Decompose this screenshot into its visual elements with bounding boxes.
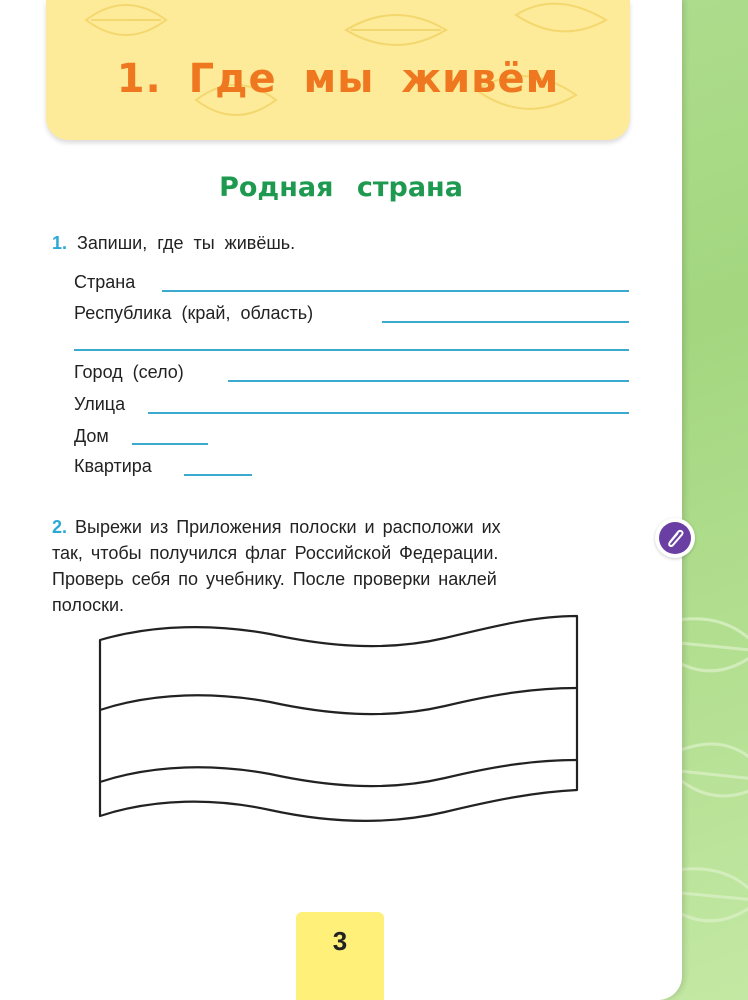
field-label-region: Республика (край, область) xyxy=(74,303,314,323)
answer-line-street[interactable] xyxy=(148,412,629,414)
chapter-header xyxy=(46,0,630,140)
page-number: 3 xyxy=(332,926,348,956)
answer-line-country[interactable] xyxy=(162,290,629,292)
appendix-badge-circle xyxy=(659,522,691,554)
task-2-text-1: Вырежи из Приложения полоски и расположи их xyxy=(75,517,501,537)
task-1-instruction xyxy=(52,230,295,256)
task-2-line-2: так, чтобы получился флаг Российской Федерации. xyxy=(52,543,499,563)
field-label-house: Дом xyxy=(74,426,109,446)
appendix-badge[interactable] xyxy=(655,518,695,558)
paperclip-icon xyxy=(659,522,691,554)
task-2-number: 2. xyxy=(52,517,68,537)
answer-line-region-continued[interactable] xyxy=(74,349,629,351)
task-2-line-1 xyxy=(52,514,652,540)
field-label-city: Город (село) xyxy=(74,362,184,382)
field-label-apartment: Квартира xyxy=(74,456,152,476)
page-number-tab xyxy=(296,912,384,1000)
task-2-line-4: полоски. xyxy=(52,595,125,615)
task-2-line-3: Проверь себя по учебнику. После проверки наклей xyxy=(52,569,497,589)
chapter-title: 1. Где мы живём xyxy=(116,56,560,102)
flag-outline[interactable] xyxy=(95,612,585,872)
field-label-street: Улица xyxy=(74,394,126,414)
task-1-number: 1. xyxy=(52,233,68,253)
flag-outer-border xyxy=(100,616,577,821)
task-1-text: Запиши, где ты живёшь. xyxy=(77,233,296,253)
answer-line-region[interactable] xyxy=(382,321,629,323)
section-title: Родная страна xyxy=(219,172,463,203)
flag-stripe-divider-bottom xyxy=(100,760,577,786)
field-label-country: Страна xyxy=(74,272,136,292)
task-2-instruction xyxy=(52,514,652,618)
answer-line-house[interactable] xyxy=(132,443,208,445)
flag-stripe-divider-top xyxy=(100,688,577,714)
answer-line-apartment[interactable] xyxy=(184,474,252,476)
answer-line-city[interactable] xyxy=(228,380,629,382)
